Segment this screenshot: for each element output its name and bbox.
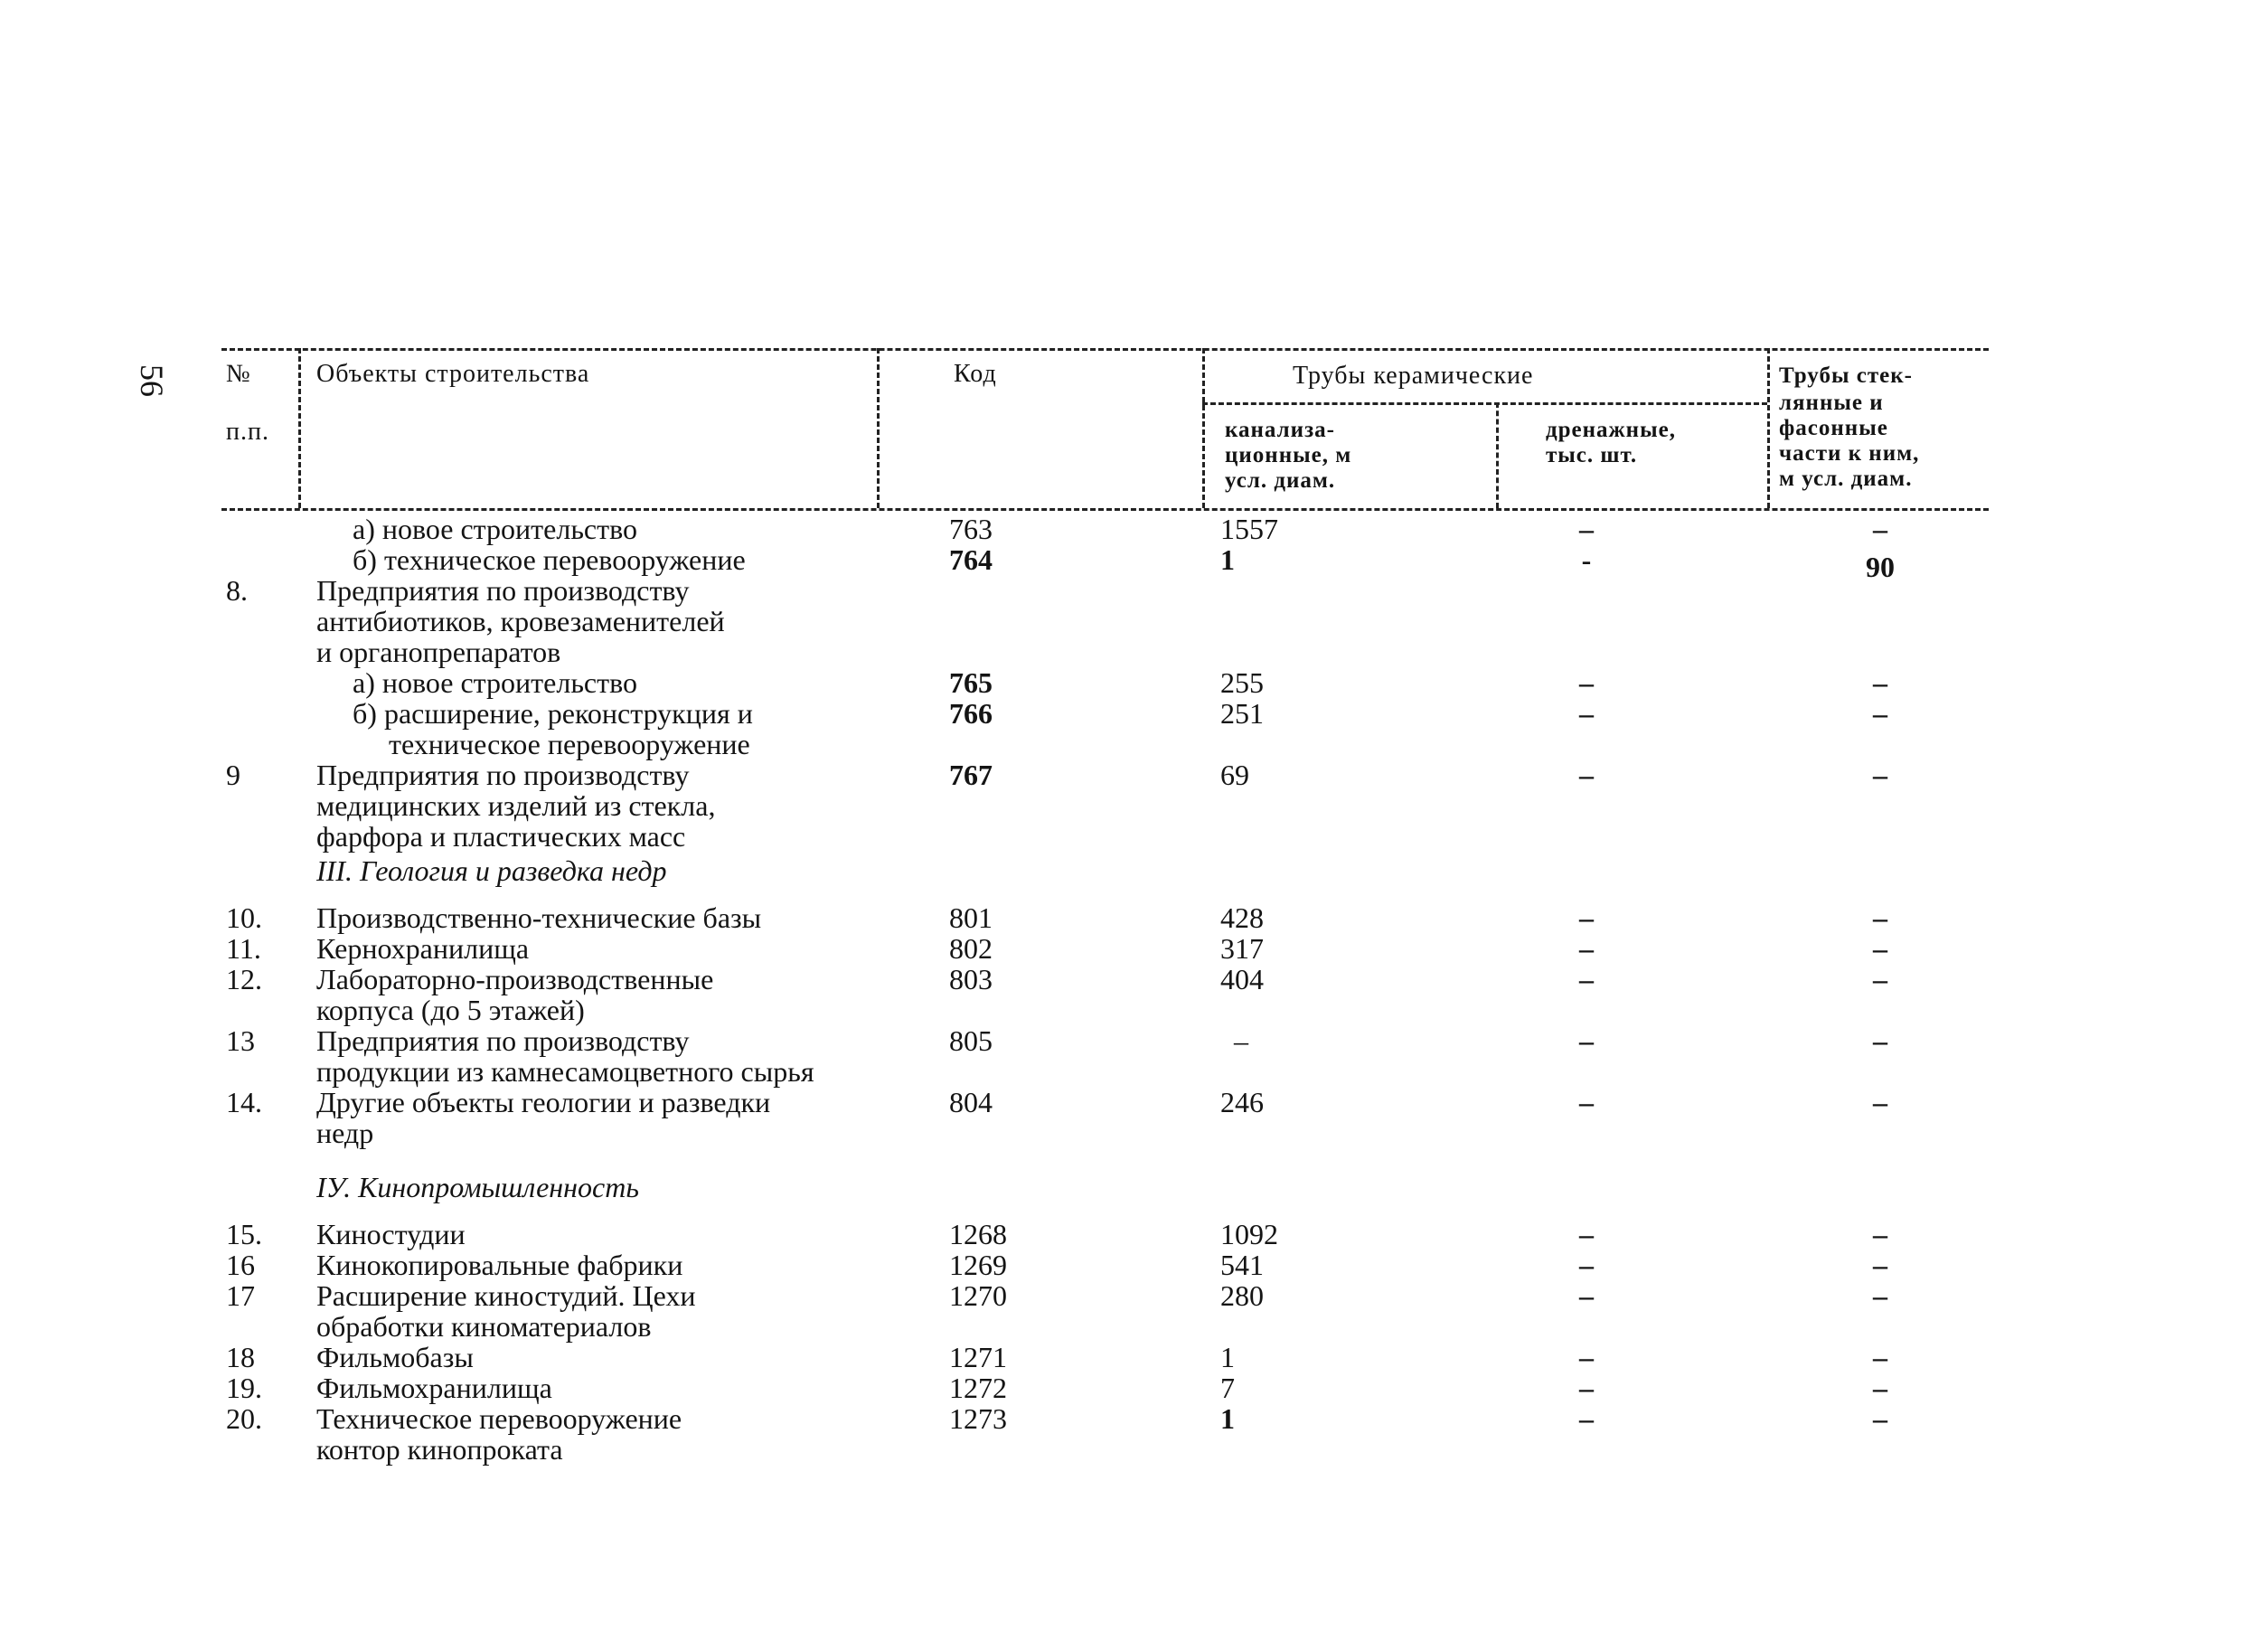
header-col-divider <box>1767 348 1770 508</box>
row-glass-value: – <box>1873 759 1887 791</box>
row-number: 15. <box>226 1218 262 1250</box>
row-number: 13 <box>226 1024 255 1057</box>
header-drain: тыс. шт. <box>1546 443 1638 467</box>
row-name: Другие объекты геологии и разведки <box>316 1086 771 1118</box>
row-code: 1270 <box>949 1279 1007 1312</box>
row-code: 803 <box>949 963 993 995</box>
row-code: 767 <box>949 759 993 791</box>
row-name: контор кинопроката <box>316 1433 563 1466</box>
row-code: 763 <box>949 513 993 545</box>
row-code: 801 <box>949 901 993 934</box>
row-name: Расширение киностудий. Цехи <box>316 1279 696 1312</box>
row-drain-value: – <box>1579 1249 1594 1281</box>
row-name: Предприятия по производству <box>316 759 690 791</box>
row-number: 10. <box>226 901 262 934</box>
row-name: недр <box>316 1117 374 1149</box>
row-drain-value: – <box>1579 1341 1594 1373</box>
row-sewer-value: 255 <box>1220 666 1264 699</box>
row-sewer-value: – <box>1234 1024 1248 1057</box>
row-name: Предприятия по производству <box>316 1024 690 1057</box>
row-glass-value: – <box>1873 1402 1887 1435</box>
row-sewer-value: 1557 <box>1220 513 1278 545</box>
header-num-label: п.п. <box>226 418 269 446</box>
header-sewer: ционные, м <box>1225 443 1352 467</box>
header-mid-rule <box>1202 402 1767 405</box>
header-glass: лянные и <box>1779 391 1884 415</box>
header-ceramic-pipes: Трубы керамические <box>1293 362 1534 390</box>
row-glass-value: – <box>1873 1024 1887 1057</box>
row-name: медицинских изделий из стекла, <box>316 789 716 822</box>
page-number: 56 <box>134 364 170 397</box>
header-col-divider <box>1496 402 1499 508</box>
row-sewer-value: 1 <box>1220 1341 1235 1373</box>
row-drain-value: – <box>1579 963 1594 995</box>
header-objects: Объекты строительства <box>316 360 590 388</box>
header-glass: фасонные <box>1779 416 1888 440</box>
row-drain-value: – <box>1579 932 1594 965</box>
row-name: Лабораторно-производственные <box>316 963 714 995</box>
row-number: 20. <box>226 1402 262 1435</box>
row-code: 1273 <box>949 1402 1007 1435</box>
header-code: Код <box>954 360 997 388</box>
row-name: б) техническое перевооружение <box>353 543 746 576</box>
row-drain-value: – <box>1579 697 1594 730</box>
row-sewer-value: 1 <box>1220 543 1235 576</box>
row-sewer-value: 428 <box>1220 901 1264 934</box>
row-drain-value: – <box>1579 1086 1594 1118</box>
row-sewer-value: 246 <box>1220 1086 1264 1118</box>
header-bottom-rule <box>221 508 1989 511</box>
row-sewer-value: 1 <box>1220 1402 1235 1435</box>
row-glass-value: – <box>1873 513 1887 545</box>
row-number: 18 <box>226 1341 255 1373</box>
header-drain: дренажные, <box>1546 418 1676 442</box>
header-num-label: № <box>226 360 251 388</box>
header-col-divider <box>1202 348 1205 508</box>
row-glass-value: – <box>1873 666 1887 699</box>
section-heading: IУ. Кинопромышленность <box>316 1171 639 1203</box>
row-name: продукции из камнесамоцветного сырья <box>316 1055 814 1088</box>
row-code: 1271 <box>949 1341 1007 1373</box>
row-sewer-value: 1092 <box>1220 1218 1278 1250</box>
row-glass-value: 90 <box>1866 551 1895 583</box>
section-heading: III. Геология и разведка недр <box>316 854 667 887</box>
row-drain-value: – <box>1579 901 1594 934</box>
row-name: б) расширение, реконструкция и <box>353 697 753 730</box>
row-name: Производственно-технические базы <box>316 901 762 934</box>
row-code: 805 <box>949 1024 993 1057</box>
row-drain-value: – <box>1579 1024 1594 1057</box>
row-drain-value: – <box>1579 1402 1594 1435</box>
header-glass: Трубы стек- <box>1779 363 1913 388</box>
row-glass-value: – <box>1873 963 1887 995</box>
row-code: 802 <box>949 932 993 965</box>
row-name: Фильмобазы <box>316 1341 474 1373</box>
row-name: а) новое строительство <box>353 666 637 699</box>
row-glass-value: – <box>1873 1218 1887 1250</box>
row-glass-value: – <box>1873 932 1887 965</box>
row-number: 16 <box>226 1249 255 1281</box>
row-glass-value: – <box>1873 1341 1887 1373</box>
row-sewer-value: 404 <box>1220 963 1264 995</box>
row-sewer-value: 69 <box>1220 759 1249 791</box>
row-sewer-value: 7 <box>1220 1372 1235 1404</box>
row-name: Кернохранилища <box>316 932 530 965</box>
row-name: и органопрепаратов <box>316 636 561 668</box>
row-code: 764 <box>949 543 993 576</box>
row-number: 19. <box>226 1372 262 1404</box>
row-name: фарфора и пластических масс <box>316 820 686 853</box>
row-drain-value: – <box>1579 759 1594 791</box>
row-number: 14. <box>226 1086 262 1118</box>
row-glass-value: – <box>1873 1086 1887 1118</box>
row-number: 11. <box>226 932 261 965</box>
row-sewer-value: 280 <box>1220 1279 1264 1312</box>
row-glass-value: – <box>1873 1279 1887 1312</box>
row-name: Кинокопировальные фабрики <box>316 1249 683 1281</box>
header-sewer: усл. диам. <box>1225 468 1336 493</box>
row-name: а) новое строительство <box>353 513 637 545</box>
row-drain-value: – <box>1579 1372 1594 1404</box>
row-code: 804 <box>949 1086 993 1118</box>
row-name: корпуса (до 5 этажей) <box>316 994 585 1026</box>
row-name: Техническое перевооружение <box>316 1402 682 1435</box>
header-glass: части к ним, <box>1779 441 1920 466</box>
row-code: 1268 <box>949 1218 1007 1250</box>
row-drain-value: – <box>1579 513 1594 545</box>
row-drain-value: – <box>1579 666 1594 699</box>
row-drain-value: – <box>1579 1218 1594 1250</box>
row-glass-value: – <box>1873 1249 1887 1281</box>
row-name: техническое перевооружение <box>353 728 750 760</box>
row-drain-value: – <box>1579 1279 1594 1312</box>
row-number: 9 <box>226 759 240 791</box>
row-glass-value: – <box>1873 697 1887 730</box>
row-name: Киностудии <box>316 1218 466 1250</box>
row-code: 765 <box>949 666 993 699</box>
header-sewer: канализа- <box>1225 418 1335 442</box>
row-name: Фильмохранилища <box>316 1372 552 1404</box>
row-sewer-value: 317 <box>1220 932 1264 965</box>
row-number: 17 <box>226 1279 255 1312</box>
row-drain-value: - <box>1581 543 1592 576</box>
header-col-divider <box>298 348 301 508</box>
header-col-divider <box>877 348 880 508</box>
row-glass-value: – <box>1873 1372 1887 1404</box>
header-glass: м усл. диам. <box>1779 467 1913 491</box>
row-sewer-value: 541 <box>1220 1249 1264 1281</box>
row-code: 1269 <box>949 1249 1007 1281</box>
row-number: 12. <box>226 963 262 995</box>
row-code: 1272 <box>949 1372 1007 1404</box>
row-name: обработки киноматериалов <box>316 1310 652 1343</box>
row-name: антибиотиков, кровезаменителей <box>316 605 725 637</box>
row-number: 8. <box>226 574 248 607</box>
row-glass-value: – <box>1873 901 1887 934</box>
row-name: Предприятия по производству <box>316 574 690 607</box>
header-top-rule <box>221 348 1989 351</box>
row-sewer-value: 251 <box>1220 697 1264 730</box>
row-code: 766 <box>949 697 993 730</box>
